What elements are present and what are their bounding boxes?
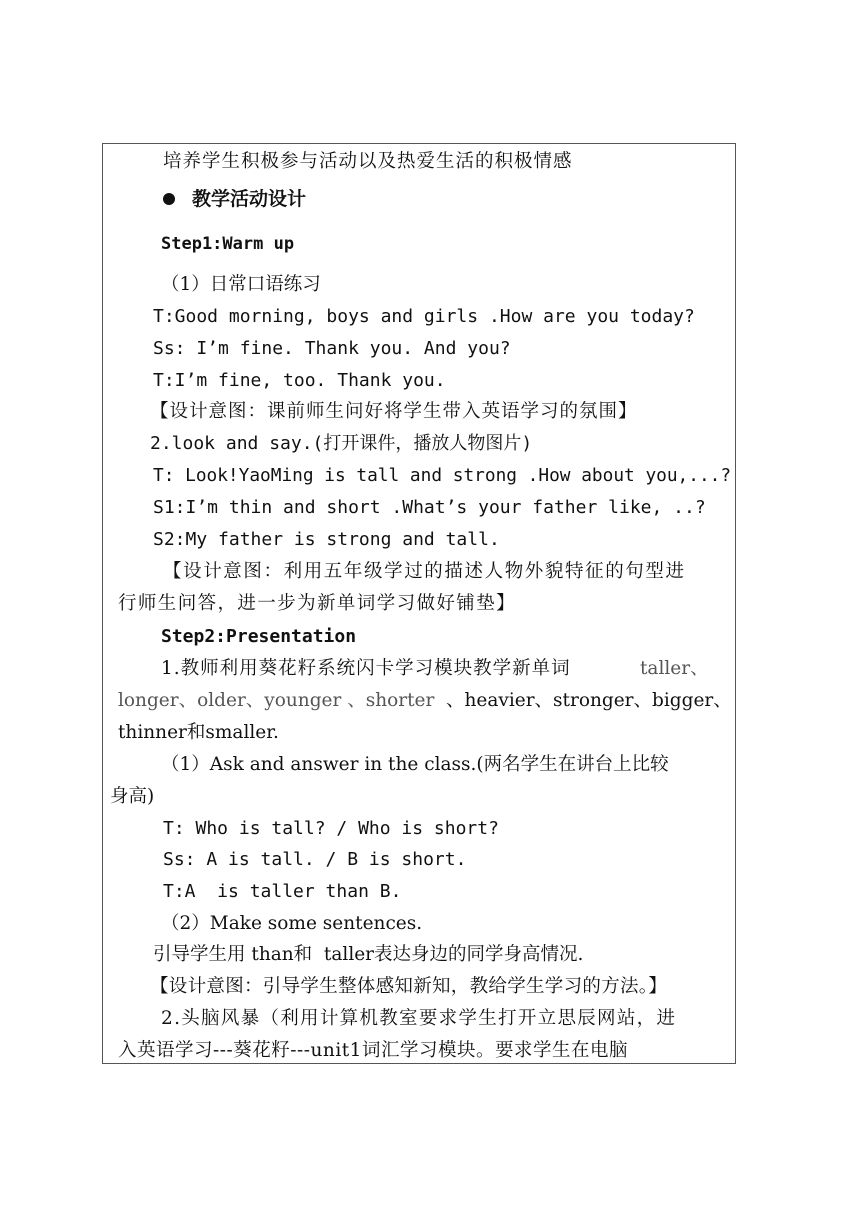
text-line: S2:My father is strong and tall. <box>153 529 500 550</box>
step-heading: Step2:Presentation <box>161 626 357 647</box>
text-line: taller、 <box>640 658 709 679</box>
bullet-icon <box>163 193 175 205</box>
text-line: T: Who is tall? / Who is short? <box>163 818 499 839</box>
design-note: 【设计意图：引导学生整体感知新知，教给学生学习的方法。】 <box>150 976 668 997</box>
step-heading: Step1:Warm up <box>161 234 295 254</box>
text-line: （1）日常口语练习 <box>161 274 321 295</box>
text-line: 身高) <box>110 786 155 807</box>
text-line: 引导学生用 than和 taller表达身边的同学身高情况. <box>153 944 584 965</box>
text-line: T:I’m fine, too. Thank you. <box>153 370 446 391</box>
design-note: 【设计意图：课前师生问好将学生带入英语学习的氛围】 <box>150 401 638 422</box>
text-line: 、heavier、stronger、bigger、 <box>446 690 732 711</box>
design-note: 【设计意图：利用五年级学过的描述人物外貌特征的句型进 <box>163 561 686 582</box>
text-line: （2）Make some sentences. <box>161 913 423 934</box>
text-line: 入英语学习---葵花籽---unit1词汇学习模块。要求学生在电脑 <box>118 1040 628 1061</box>
text-line: 2.头脑风暴（利用计算机教室要求学生打开立思辰网站，进 <box>161 1008 677 1029</box>
design-note: 行师生问答，进一步为新单词学习做好铺垫】 <box>118 593 517 614</box>
text-line: 2.look and say.(打开课件，播放人物图片) <box>150 433 533 454</box>
section-heading: 教学活动设计 <box>192 188 307 210</box>
text-line: T:Good morning, boys and girls .How are you today? <box>153 306 695 327</box>
text-line: Ss: A is tall. / B is short. <box>163 849 467 870</box>
text-line: T:A is taller than B. <box>163 881 402 902</box>
text-line: thinner和smaller. <box>118 722 279 743</box>
text-line: longer、older、younger 、shorter <box>118 690 435 711</box>
text-line: T: Look!YaoMing is tall and strong .How about you,...? <box>153 465 732 486</box>
text-line: （1）Ask and answer in the class.(两名学生在讲台上比较 <box>161 754 669 775</box>
text-line: S1:I’m thin and short .What’s your father like, ..? <box>153 497 706 518</box>
text-line: 1.教师利用葵花籽系统闪卡学习模块教学新单词 <box>161 658 571 679</box>
text-line: 培养学生积极参与活动以及热爱生活的积极情感 <box>163 151 573 172</box>
text-line: Ss: I’m fine. Thank you. And you? <box>153 338 511 359</box>
